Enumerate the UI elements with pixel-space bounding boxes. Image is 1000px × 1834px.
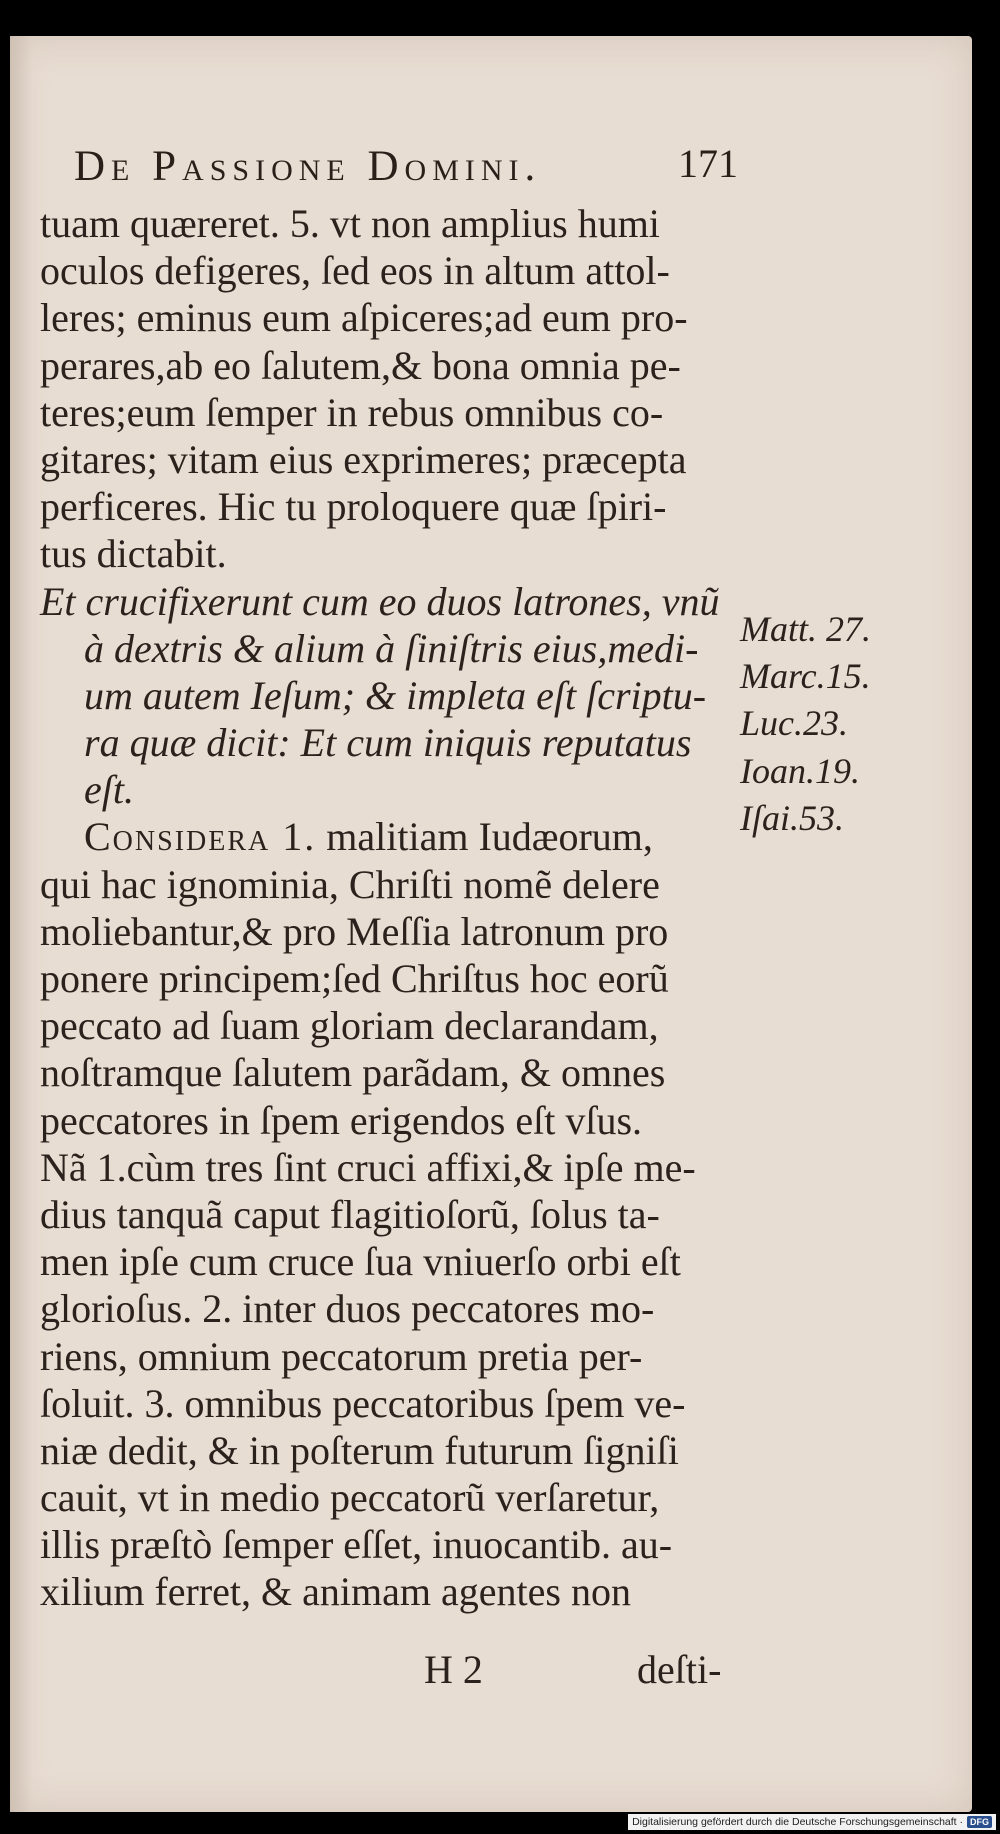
text-line: noſtramque ſalutem parãdam, & omnes — [40, 1050, 666, 1096]
text-line: qui hac ignominia, Chriſti nomẽ delere — [40, 861, 660, 907]
text-line: men ipſe cum cruce ſua vniuerſo orbi eſt — [40, 1239, 681, 1285]
text-line: tus dictabit. — [40, 531, 227, 577]
main-text-block — [40, 200, 740, 1616]
text-line: xilium ferret, & animam agentes non — [40, 1569, 631, 1615]
page-edge-shadow — [10, 36, 32, 1812]
page-footer — [40, 1646, 740, 1696]
text-line: illis præſtò ſemper eſſet, inuocantib. au- — [40, 1522, 673, 1568]
signature-mark: H 2 — [424, 1647, 483, 1692]
text-line: ſoluit. 3. omnibus peccatoribus ſpem ve- — [40, 1380, 686, 1426]
text-line: leres; eminus eum aſpiceres;ad eum pro- — [40, 295, 688, 341]
text-line: cauit, vt in medio peccatorũ verſaretur, — [40, 1475, 660, 1521]
text-line: gitares; vitam eius exprimeres; præcepta — [40, 436, 687, 482]
paragraph-first-line — [40, 813, 740, 860]
margin-note: Matt. 27. — [740, 609, 871, 649]
text-line: peccato ad ſuam gloriam declarandam, — [40, 1003, 659, 1049]
margin-note: Luc.23. — [740, 703, 848, 744]
credit-text: Digitalisierung gefördert durch die Deutsche Forschungsgemeinschaft · — [632, 1816, 963, 1828]
scripture-line: Et crucifixerunt cum eo duos latrones, vnũ — [40, 578, 720, 624]
page-header — [74, 134, 738, 198]
margin-note: Ioan.19. — [740, 750, 860, 791]
dfg-logo-icon: DFG — [967, 1816, 992, 1828]
paragraph-lead: Considera 1. — [84, 814, 317, 860]
margin-note: Iſai.53. — [740, 797, 844, 838]
text-line: tuam quæreret. 5. vt non amplius humi — [40, 201, 660, 246]
paragraph-first-rest: malitiam Iudæorum, — [316, 814, 653, 860]
text-line: dius tanquã caput flagitioſorũ, ſolus ta- — [40, 1191, 660, 1237]
page-number: 171 — [678, 141, 738, 186]
book-page — [10, 36, 972, 1812]
margin-note: Marc.15. — [740, 656, 871, 697]
scripture-line: ra quæ dicit: Et cum iniquis reputatus — [84, 720, 692, 766]
text-line: niæ dedit, & in poſterum futurum ſigniſi — [40, 1427, 679, 1473]
text-line: ponere principem;ſed Chriſtus hoc eorũ — [40, 956, 669, 1001]
text-line: Nã 1.cùm tres ſint cruci affixi,& ipſe me- — [40, 1144, 696, 1190]
scripture-line: eſt. — [84, 767, 134, 813]
running-title: De Passione Domini. — [74, 143, 542, 190]
scripture-line: um autem Ieſum; & impleta eſt ſcriptu- — [84, 672, 707, 718]
digitization-credit — [628, 1814, 996, 1830]
text-line: oculos defigeres, ſed eos in altum attol- — [40, 248, 670, 294]
text-line: perficeres. Hic tu proloquere quæ ſpiri- — [40, 484, 667, 530]
scripture-line: à dextris & alium à ſiniſtris eius,medi- — [84, 625, 699, 671]
text-line: moliebantur,& pro Meſſia latronum pro — [40, 908, 669, 954]
text-line: teres;eum ſemper in rebus omnibus co- — [40, 389, 664, 435]
text-line: glorioſus. 2. inter duos peccatores mo- — [40, 1286, 655, 1332]
text-line: riens, omnium peccatorum pretia per- — [40, 1333, 643, 1379]
catchword: deſti- — [637, 1647, 722, 1692]
text-line: perares,ab eo ſalutem,& bona omnia pe- — [40, 342, 681, 388]
margin-references — [740, 606, 970, 842]
text-line: peccatores in ſpem erigendos eſt vſus. — [40, 1097, 643, 1143]
